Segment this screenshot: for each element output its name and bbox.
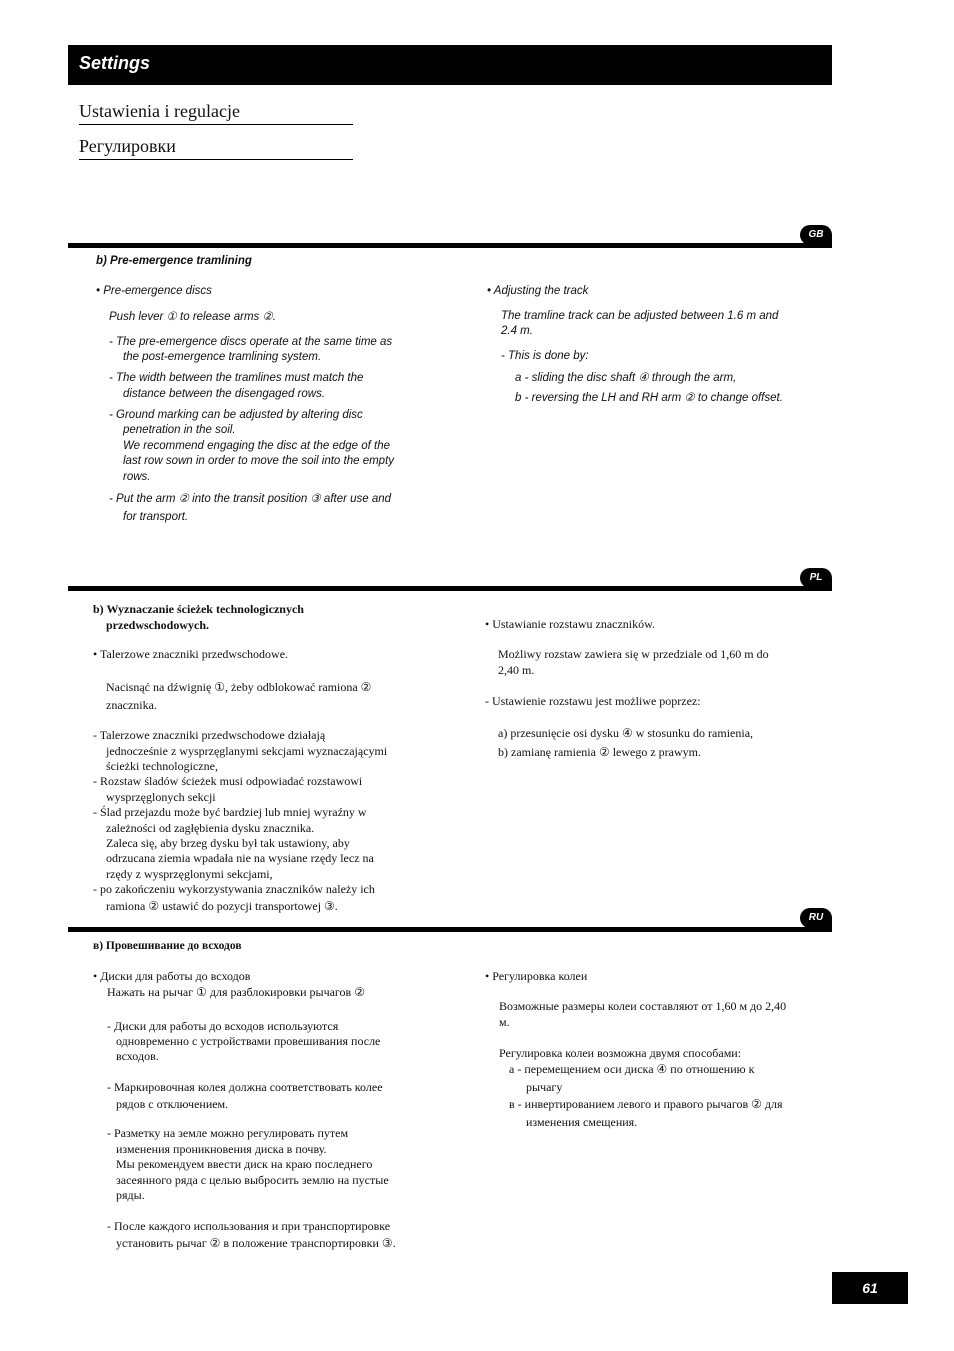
- subtitle-polish: Ustawienia i regulacje: [79, 101, 353, 125]
- list-item: We recommend engaging the disc at the edge of the: [123, 440, 391, 452]
- list-item: b) zamianę ramienia ② lewego z prawym.: [498, 745, 702, 759]
- list-item: установить рычаг ② в положение транспортировки ③.: [116, 1236, 396, 1250]
- list-item: last row sown in order to move the soil into the empty: [123, 455, 395, 467]
- list-item: a - sliding the disc shaft ④ through the arm,: [515, 372, 737, 384]
- list-item: - The pre-emergence discs operate at the same time as: [109, 336, 393, 348]
- list-item: Регулировка колеи возможна двумя способами:: [499, 1046, 742, 1060]
- language-badge-ru: RU: [800, 908, 832, 928]
- list-item: 2.4 m.: [501, 325, 533, 337]
- language-badge-pl: PL: [800, 568, 832, 588]
- list-item: - После каждого использования и при транспортировке: [107, 1219, 391, 1233]
- list-item: Możliwy rozstaw zawiera się w przedziale od 1,60 m do: [498, 647, 769, 661]
- list-item: - Разметку на земле можно регулировать путем: [107, 1126, 349, 1140]
- list-item: penetration in the soil.: [123, 424, 236, 436]
- list-item: b - reversing the LH and RH arm ② to change offset.: [515, 392, 783, 404]
- list-item: a) przesunięcie osi dysku ④ w stosunku do ramienia,: [498, 726, 754, 740]
- list-item: ряды.: [116, 1188, 145, 1202]
- list-item: rzędy z wysprzęglonymi sekcjami,: [106, 867, 273, 881]
- section-divider-pl: [68, 586, 832, 591]
- list-item: а - перемещением оси диска ④ по отношению к: [509, 1062, 755, 1076]
- list-item: - Ślad przejazdu może być bardziej lub mniej wyraźny w: [93, 805, 367, 819]
- list-item: the post-emergence tramlining system.: [123, 351, 322, 363]
- section-heading-pl-continued: przedwschodowych.: [106, 618, 210, 632]
- list-item: Нажать на рычаг ① для разблокировки рычагов ②: [107, 985, 365, 999]
- list-item: - Rozstaw śladów ścieżek musi odpowiadać rozstawowi: [93, 774, 363, 788]
- list-item: rows.: [123, 471, 151, 483]
- list-item: - This is done by:: [501, 350, 589, 362]
- list-item: одновременно с устройствами провешивания после: [116, 1034, 381, 1048]
- section-heading-ru: в) Провешивание до всходов: [93, 940, 242, 952]
- list-item: jednocześnie z wysprzęglanymi sekcjami wyznaczającymi: [106, 744, 388, 758]
- list-item: • Диски для работы до всходов: [93, 969, 251, 983]
- list-item: • Adjusting the track: [487, 285, 589, 297]
- subtitle-russian: Регулировки: [79, 136, 353, 160]
- list-item: Мы рекомендуем ввести диск на краю последнего: [116, 1157, 373, 1171]
- list-item: • Talerzowe znaczniki przedwschodowe.: [93, 647, 289, 661]
- page-number: 61: [832, 1272, 908, 1304]
- section-heading-gb: b) Pre-emergence tramlining: [96, 255, 252, 267]
- list-item: - Ustawienie rozstawu jest możliwe poprzez:: [485, 694, 701, 708]
- list-item: ścieżki technologiczne,: [106, 759, 218, 773]
- list-item: odrzucana ziemia wpadała nie na wysiane rzędy lecz na: [106, 851, 374, 865]
- list-item: рядов с отключением.: [116, 1097, 229, 1111]
- list-item: - po zakończeniu wykorzystywania znaczników należy ich: [93, 882, 375, 896]
- list-item: znacznika.: [106, 698, 157, 712]
- language-badge-gb: GB: [800, 225, 832, 245]
- list-item: ramiona ② ustawić do pozycji transportowej ③.: [106, 899, 338, 913]
- section-heading-pl: b) Wyznaczanie ścieżek technologicznych: [93, 602, 304, 616]
- header-bar: [68, 45, 832, 85]
- list-item: всходов.: [116, 1049, 159, 1063]
- section-divider-gb: [68, 243, 832, 248]
- list-item: - Ground marking can be adjusted by altering disc: [109, 409, 363, 421]
- list-item: изменения смещения.: [526, 1115, 638, 1129]
- list-item: distance between the disengaged rows.: [123, 388, 326, 400]
- list-item: изменения проникновения диска в почву.: [116, 1142, 327, 1156]
- list-item: м.: [499, 1015, 510, 1029]
- list-item: - The width between the tramlines must match the: [109, 372, 364, 384]
- list-item: The tramline track can be adjusted between 1.6 m and: [501, 310, 779, 322]
- list-item: Push lever ① to release arms ②.: [109, 311, 276, 323]
- list-item: • Pre-emergence discs: [96, 285, 212, 297]
- page-title: Settings: [79, 53, 151, 73]
- list-item: for transport.: [123, 511, 189, 523]
- list-item: Zaleca się, aby brzeg dysku był tak ustawiony, aby: [106, 836, 350, 850]
- list-item: zależności od zagłębienia dysku znacznika.: [106, 821, 315, 835]
- list-item: wysprzęglonych sekcji: [106, 790, 216, 804]
- list-item: Возможные размеры колеи составляют от 1,60 м до 2,40: [499, 999, 787, 1013]
- list-item: засеянного ряда с целью выбросить землю на пустые: [116, 1173, 389, 1187]
- list-item: Nacisnąć na dźwignię ①, żeby odblokować ramiona ②: [106, 680, 372, 694]
- list-item: 2,40 m.: [498, 663, 535, 677]
- list-item: - Talerzowe znaczniki przedwschodowe działają: [93, 728, 326, 742]
- section-divider-ru: [68, 927, 832, 932]
- list-item: • Регулировка колеи: [485, 969, 588, 983]
- list-item: в - инвертированием левого и правого рычагов ② для: [509, 1097, 783, 1111]
- list-item: • Ustawianie rozstawu znaczników.: [485, 617, 656, 631]
- list-item: - Маркировочная колея должна соответствовать колее: [107, 1080, 383, 1094]
- list-item: рычагу: [526, 1080, 563, 1094]
- list-item: - Диски для работы до всходов используются: [107, 1019, 339, 1033]
- list-item: - Put the arm ② into the transit position ③ after use and: [109, 493, 392, 505]
